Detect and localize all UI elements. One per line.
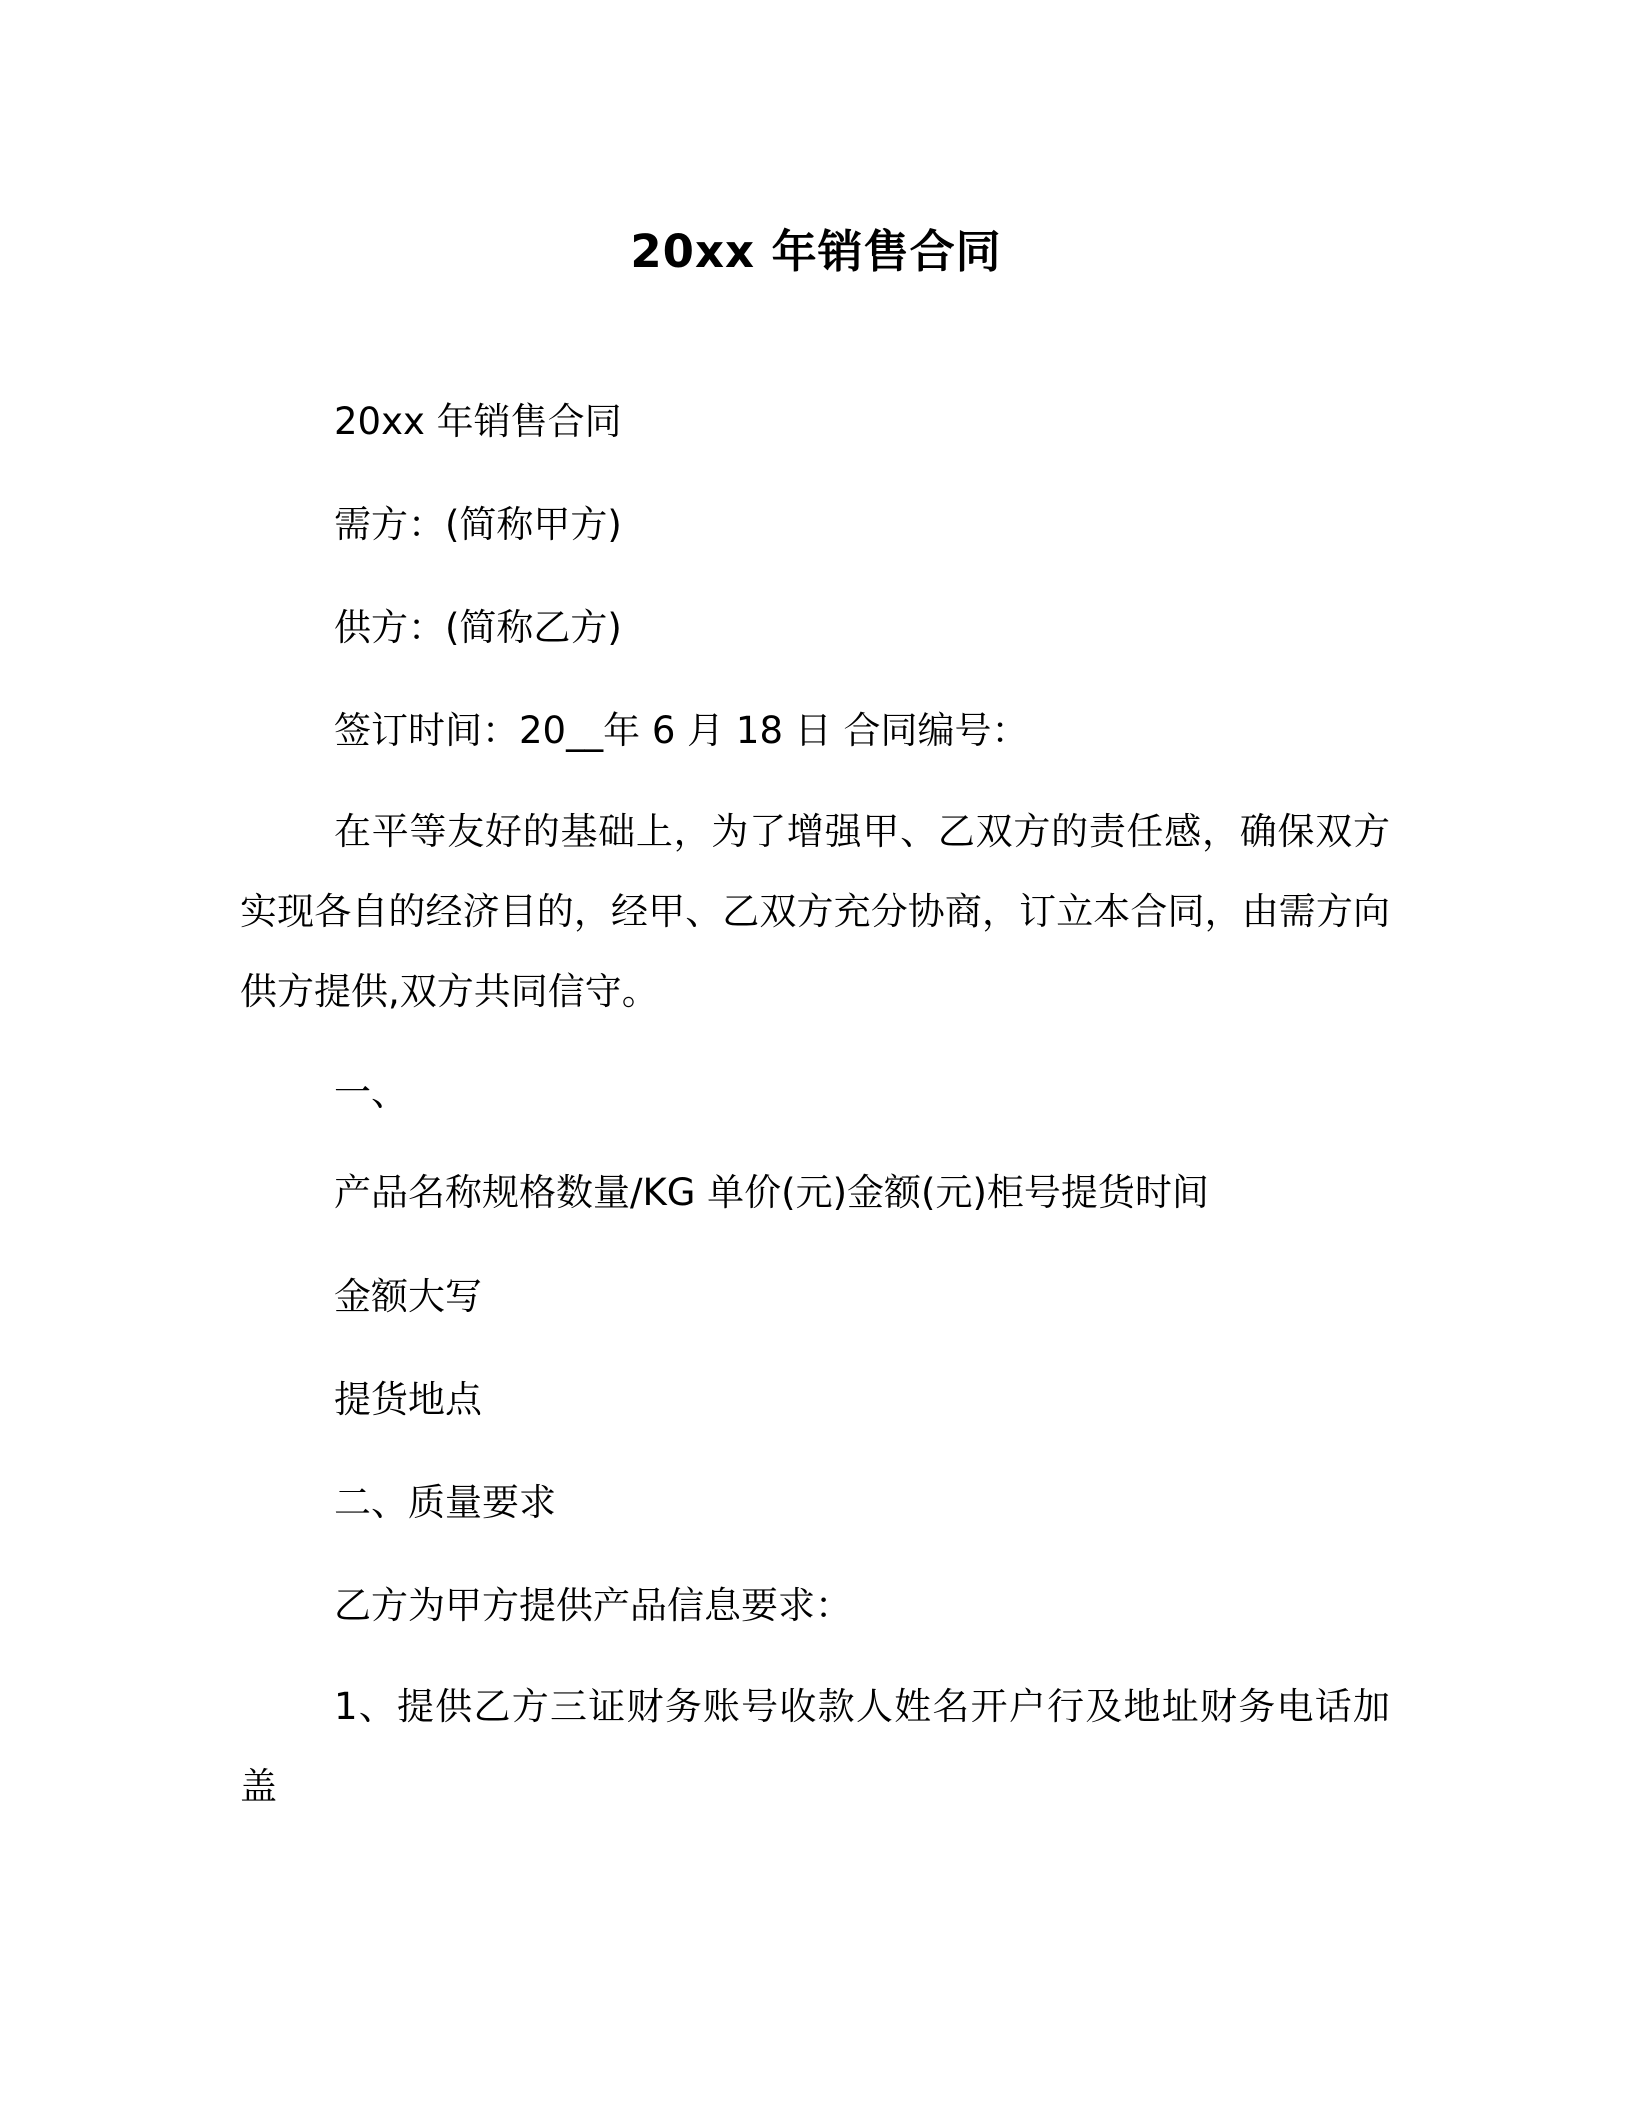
product-table-header: 产品名称规格数量/KG 单价(元)金额(元)柜号提货时间 (334, 1171, 1209, 1214)
amount-in-words-label: 金额大写 (334, 1275, 482, 1318)
quality-intro-line: 乙方为甲方提供产品信息要求： (334, 1584, 852, 1627)
document-title: 20xx 年销售合同 (630, 225, 1002, 278)
section-1-heading: 一、 (334, 1071, 408, 1114)
buyer-line: 需方：(简称甲方) (334, 503, 622, 546)
quality-item-1: 1、提供乙方三证财务账号收款人姓名开户行及地址财务电话加盖 (240, 1685, 1390, 1808)
contract-subtitle: 20xx 年销售合同 (334, 400, 622, 443)
seller-line: 供方：(简称乙方) (334, 606, 622, 649)
signing-info-line: 签订时间：20__年 6 月 18 日 合同编号： (334, 709, 1029, 752)
preamble-paragraph: 在平等友好的基础上，为了增强甲、乙双方的责任感，确保双方实现各自的经济目的，经甲、乙双方充分协商，订立本合同，由需方向供方提供,双方共同信守。 (240, 810, 1390, 1013)
delivery-location-label: 提货地点 (334, 1378, 482, 1421)
section-2-heading: 二、质量要求 (334, 1481, 556, 1524)
